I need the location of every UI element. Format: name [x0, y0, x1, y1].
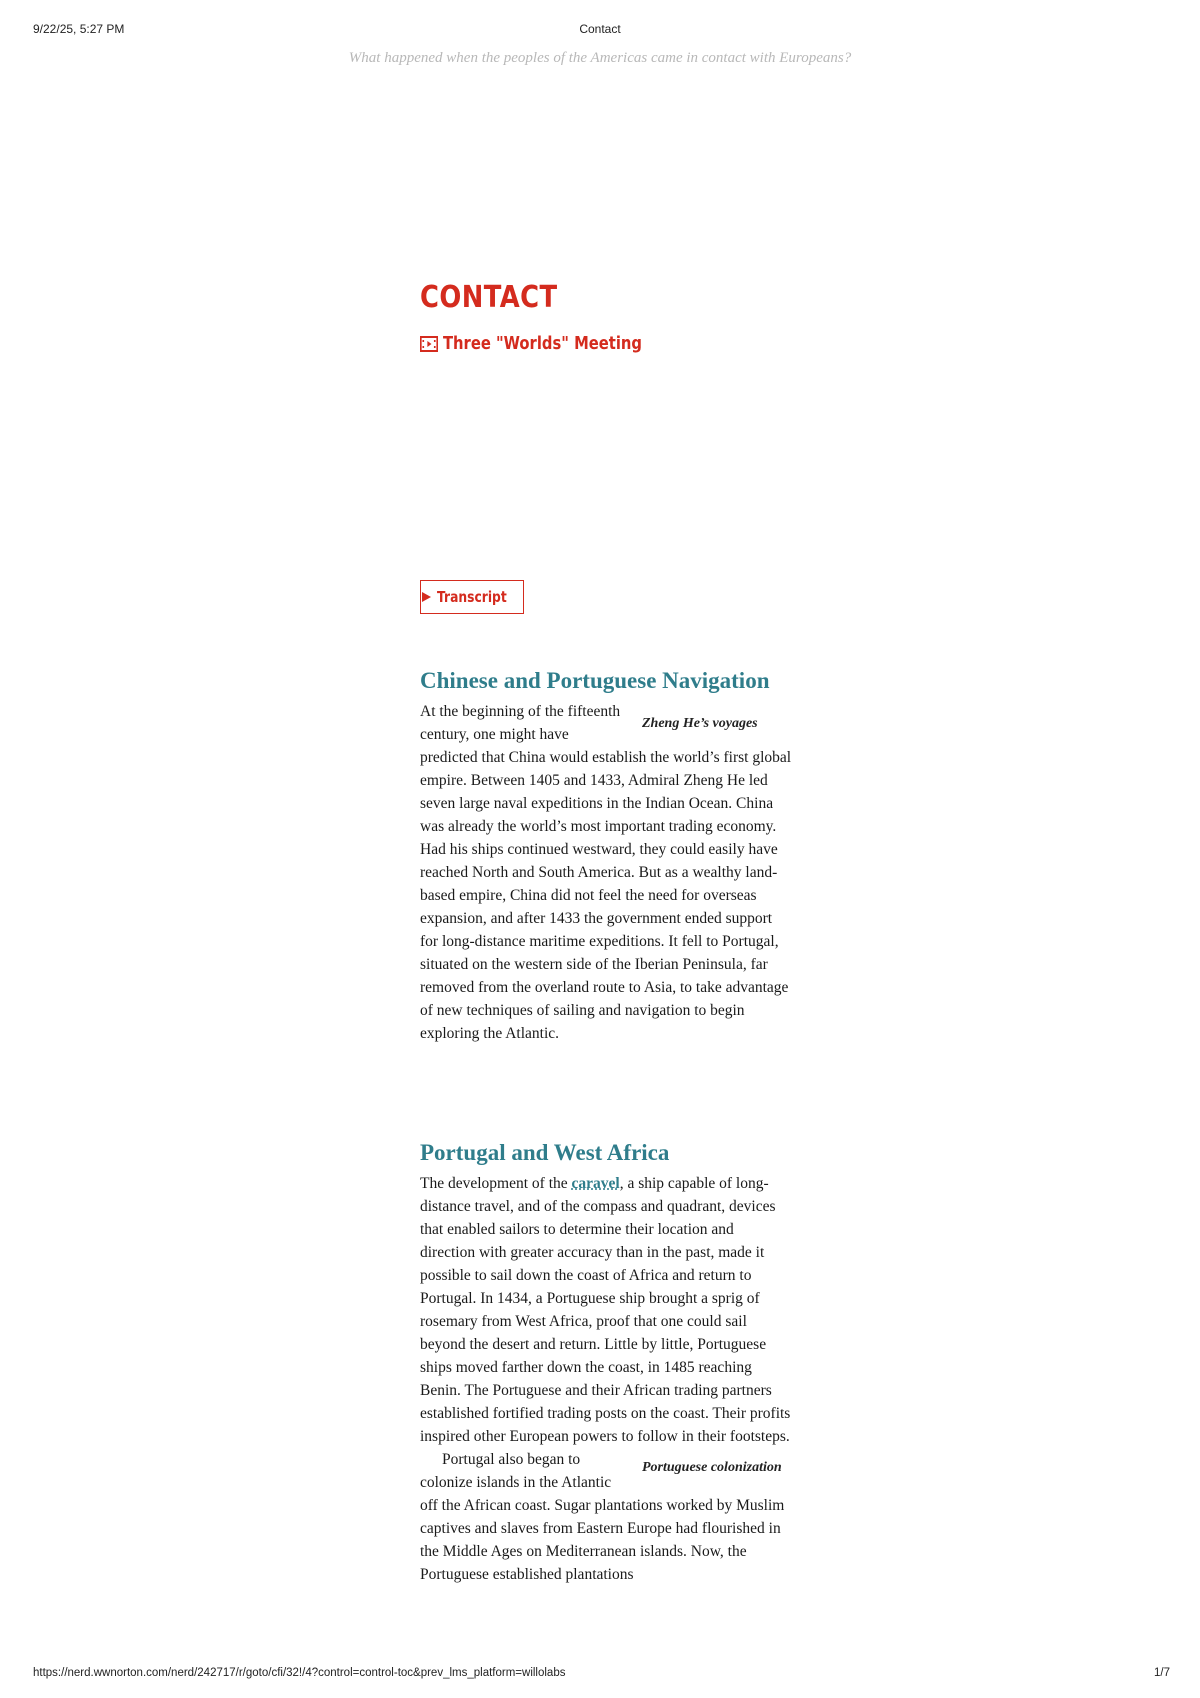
- chapter-title: CONTACT: [420, 280, 558, 315]
- body-paragraph: [420, 1172, 792, 1448]
- video-link[interactable]: [420, 333, 725, 354]
- transcript-button[interactable]: [420, 580, 524, 614]
- play-triangle-icon: [422, 592, 431, 602]
- body-paragraph: At the beginning of the fifteenth century, one might have predicted that China would establish the world’s first global empire. Between 1405 and 1433, Admiral Zheng He led seven large naval expeditions in the Indian Ocean. China was already the world’s most important trading economy. Had his ships continued westward, they could easily have reached North and South America. But as a wealthy land-based empire, China did not feel the need for overseas expansion, and after 1433 the government ended support for long-distance maritime expeditions. It fell to Portugal, situated on the western side of the Iberian Peninsula, far removed from the overland route to Asia, to take advantage of new techniques of sailing and navigation to begin exploring the Atlantic.: [420, 703, 792, 1042]
- section-heading: Chinese and Portuguese Navigation: [420, 668, 770, 693]
- section-heading: Portugal and West Africa: [420, 1140, 670, 1165]
- main-content: [420, 280, 792, 1583]
- print-page-title: Contact: [579, 22, 621, 36]
- text-run: The development of the: [420, 1175, 572, 1192]
- section-chinese-portuguese-navigation: [420, 668, 792, 1045]
- page-number: 1/7: [1154, 1667, 1170, 1679]
- print-header: [0, 20, 1200, 40]
- margin-note: Portuguese colonization: [642, 1460, 782, 1475]
- print-url: https://nerd.wwnorton.com/nerd/242717/r/goto/cfi/32!/4?control=control-toc&prev_lms_platform=willolabs: [33, 1667, 566, 1679]
- margin-note: Zheng He’s voyages: [642, 716, 758, 731]
- print-date: 9/22/25, 5:27 PM: [33, 22, 125, 36]
- glossary-link-caravel[interactable]: caravel: [571, 1175, 620, 1192]
- film-icon: [420, 336, 438, 352]
- body-paragraph: Portugal also began to colonize islands in the Atlantic off the African coast. Sugar plantations worked by Muslim captives and slaves from Eastern Europe had flourished in the Middle Ages on Mediterranean islands. Now, the Portuguese established plantations: [420, 1451, 785, 1583]
- transcript-label: Transcript: [436, 588, 507, 606]
- text-run: , a ship capable of long-distance travel, and of the compass and quadrant, devices that enabled sailors to determine their location and direction with greater accuracy than in the past, made it possible to sail down the coast of Africa and return to Portugal. In 1434, a Portuguese ship brought a sprig of rosemary from West Africa, proof that one could sail beyond the desert and return. Little by little, Portuguese ships moved farther down the coast, in 1485 reaching Benin. The Portuguese and their African trading partners established fortified trading posts on the coast. Their profits inspired other European powers to follow in their footsteps.: [420, 1175, 791, 1445]
- chapter-question: What happened when the peoples of the Americas came in contact with Europeans?: [348, 50, 852, 66]
- section-portugal-west-africa: [420, 1140, 792, 1586]
- video-link-label: Three "Worlds" Meeting: [442, 333, 642, 354]
